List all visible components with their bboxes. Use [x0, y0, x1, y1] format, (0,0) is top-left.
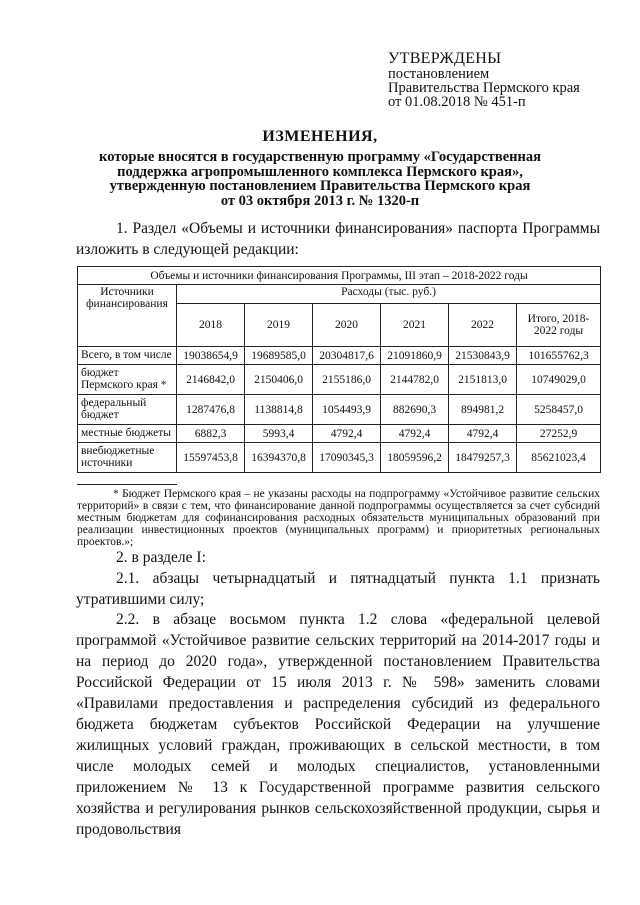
table-row	[78, 395, 601, 425]
cell-value: 17090345,3	[313, 443, 381, 473]
approval-stamp	[388, 50, 628, 109]
header-expenses: Расходы (тыс. руб.)	[177, 285, 601, 304]
cell-value: 882690,3	[381, 395, 449, 425]
cell-value: 2150406,0	[245, 365, 313, 395]
cell-value: 2146842,0	[177, 365, 245, 395]
table-title: Объемы и источники финансирования Программы, III этап – 2018-2022 годы	[78, 267, 601, 285]
cell-value: 2151813,0	[449, 365, 517, 395]
year-header: 2018	[177, 304, 245, 347]
cell-value: 85621023,4	[517, 443, 601, 473]
cell-value: 5258457,0	[517, 395, 601, 425]
table-row	[78, 425, 601, 443]
cell-value: 16394370,8	[245, 443, 313, 473]
approval-line: Правительства Пермского края	[388, 80, 580, 96]
subtitle-line: утвержденную постановлением Правительства Пермского края	[109, 178, 531, 194]
cell-value: 18059596,2	[381, 443, 449, 473]
cell-value: 5993,4	[245, 425, 313, 443]
cell-value: 1287476,8	[177, 395, 245, 425]
row-source: местные бюджеты	[78, 425, 177, 443]
header-sources: Источники финансирования	[78, 285, 177, 347]
cell-value: 2155186,0	[313, 365, 381, 395]
year-header: 2019	[245, 304, 313, 347]
cell-value: 2144782,0	[381, 365, 449, 395]
cell-value: 10749029,0	[517, 365, 601, 395]
year-header-total: Итого, 2018-2022 годы	[517, 304, 601, 347]
year-header: 2021	[381, 304, 449, 347]
item-1-paragraph: 1. Раздел «Объемы и источники финансирования» паспорта Программы изложить в следующей редакции:	[76, 220, 600, 258]
approval-line: от 01.08.2018 № 451-п	[388, 94, 526, 110]
row-source: федеральный бюджет	[78, 395, 177, 425]
cell-value: 1054493,9	[313, 395, 381, 425]
cell-value: 4792,4	[449, 425, 517, 443]
cell-value: 15597453,8	[177, 443, 245, 473]
financing-table	[77, 266, 601, 473]
cell-value: 21530843,9	[449, 347, 517, 365]
approval-line: постановлением	[388, 66, 490, 82]
row-source: Всего, в том числе	[78, 347, 177, 365]
cell-value: 19038654,9	[177, 347, 245, 365]
item-2-2-paragraph: 2.2. в абзаце восьмом пункта 1.2 слова «федеральной целевой программой «Устойчивое развитие сельских территорий на 2014-2017 годы и на период до 2020 года», утвержденной постановлением Правительства Российской Федерации от 15 июля 2013 г. № 598» заменить словами «Правилами предоставления и распределения субсидий из федерального бюджета бюджетам субъектов Российской Федерации на улучшение жилищных условий граждан, проживающих в сельской местности, в том числе молодых семей и молодых специалистов, установленными приложением № 13 к Государственной программе развития сельского хозяйства и регулирования рынков сельскохозяйственной продукции, сырья и продовольствия	[76, 611, 600, 838]
document-title: ИЗМЕНЕНИЯ,	[262, 128, 378, 145]
cell-value: 101655762,3	[517, 347, 601, 365]
item-2-1-paragraph: 2.1. абзацы четырнадцатый и пятнадцатый пункта 1.1 признать утратившими силу;	[76, 570, 600, 608]
row-source: внебюджетные источники	[78, 443, 177, 473]
row-source: бюджет Пермского края *	[78, 365, 177, 395]
cell-value: 27252,9	[517, 425, 601, 443]
subtitle-line: которые вносятся в государственную программу «Государственная	[99, 149, 541, 165]
cell-value: 6882,3	[177, 425, 245, 443]
cell-value: 4792,4	[381, 425, 449, 443]
document-subtitle	[60, 150, 580, 208]
cell-value: 4792,4	[313, 425, 381, 443]
table-footnote: * Бюджет Пермского края – не указаны расходы на подпрограмму «Устойчивое развитие сельских территорий» в связи с тем, что финансирование данной подпрограммы осуществляется за счет субсидий местным бюджетам для софинансирования расходных обязательств муниципальных образований при реализации инвестиционных проектов (муниципальных программ) и приоритетных региональных проектов.»;	[77, 488, 600, 548]
subtitle-line: поддержка агропромышленного комплекса Пермского края»,	[117, 163, 523, 180]
cell-value: 20304817,6	[313, 347, 381, 365]
cell-value: 19689585,0	[245, 347, 313, 365]
item-2-heading: 2. в разделе I:	[116, 549, 206, 566]
year-header: 2022	[449, 304, 517, 347]
approval-heading: УТВЕРЖДЕНЫ	[388, 50, 502, 67]
table-row	[78, 347, 601, 365]
cell-value: 1138814,8	[245, 395, 313, 425]
cell-value: 18479257,3	[449, 443, 517, 473]
subtitle-line: от 03 октября 2013 г. № 1320-п	[220, 192, 420, 209]
table-row	[78, 365, 601, 395]
cell-value: 21091860,9	[381, 347, 449, 365]
footnote-divider	[77, 484, 177, 485]
table-row	[78, 443, 601, 473]
year-header: 2020	[313, 304, 381, 347]
cell-value: 894981,2	[449, 395, 517, 425]
